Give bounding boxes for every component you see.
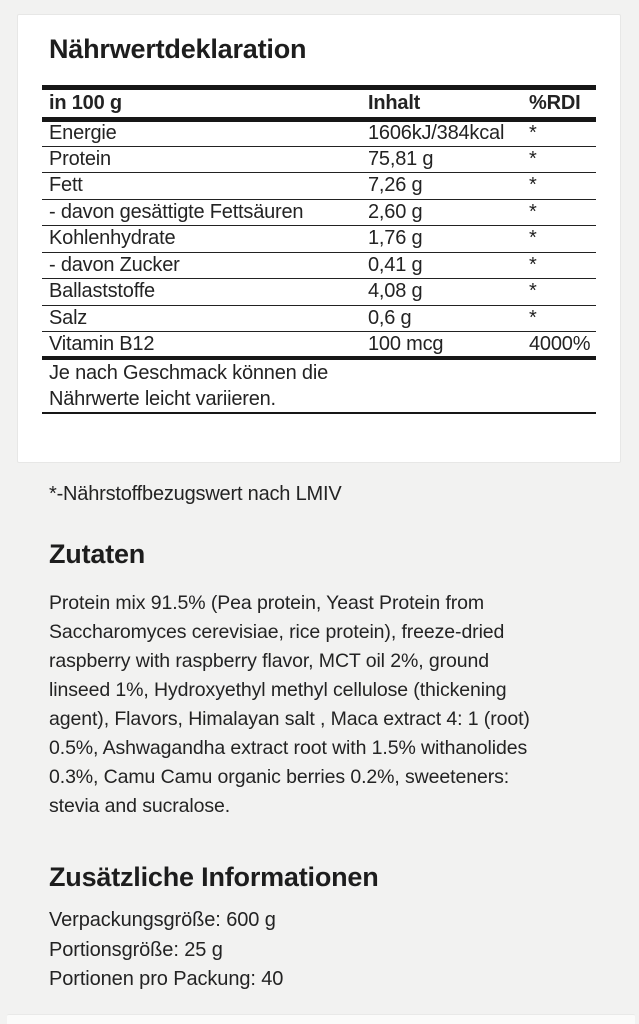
next-section-edge	[7, 1014, 635, 1024]
nutrition-table-note	[42, 360, 596, 414]
nutrient-rdi: *	[529, 252, 596, 279]
nutrient-label: Salz	[42, 305, 368, 332]
column-header-amount: Inhalt	[368, 88, 529, 120]
nutrient-rdi: *	[529, 120, 596, 147]
column-header-per-100g: in 100 g	[42, 88, 368, 120]
ingredients-line: linseed 1%, Hydroxyethyl methyl cellulose (thickening	[49, 679, 507, 701]
package-size-line: Verpackungsgröße: 600 g	[49, 909, 276, 931]
nutrient-value: 1606kJ/384kcal	[368, 120, 529, 147]
ingredients-line: Saccharomyces cerevisiae, rice protein), freeze-dried	[49, 621, 505, 643]
additional-info-title: Zusätzliche Informationen	[49, 862, 379, 892]
table-row-fett	[42, 173, 596, 200]
nutrient-rdi: 4000%	[529, 332, 596, 359]
nutrition-card-title: Nährwertdeklaration	[49, 34, 307, 64]
ingredients-line: Protein mix 91.5% (Pea protein, Yeast Protein from	[49, 592, 485, 614]
table-row-kohlenhydrate	[42, 226, 596, 253]
ingredients-line: 0.5%, Ashwagandha extract root with 1.5% withanolides	[49, 737, 528, 759]
ingredients-line: stevia and sucralose.	[49, 795, 231, 817]
ingredients-text	[49, 589, 530, 821]
note-line: Je nach Geschmack können die	[49, 362, 329, 384]
note-line: Nährwerte leicht variieren.	[49, 387, 276, 410]
nutrient-value: 100 mcg	[368, 332, 529, 359]
nutrient-value: 7,26 g	[368, 173, 529, 200]
additional-info-text	[49, 906, 283, 995]
table-row-zucker	[42, 252, 596, 279]
nutrient-label: - davon gesättigte Fettsäuren	[42, 199, 368, 226]
nutrition-table	[42, 85, 596, 360]
ingredients-title: Zutaten	[49, 539, 146, 569]
nutrition-table-header-row	[42, 88, 596, 120]
nutrient-rdi: *	[529, 199, 596, 226]
nutrient-label: Ballaststoffe	[42, 279, 368, 306]
nutrient-value: 0,6 g	[368, 305, 529, 332]
nutrient-label: Fett	[42, 173, 368, 200]
nutrient-value: 2,60 g	[368, 199, 529, 226]
nutrient-rdi: *	[529, 305, 596, 332]
table-row-protein	[42, 146, 596, 173]
table-row-vitamin-b12	[42, 332, 596, 359]
nutrient-rdi: *	[529, 173, 596, 200]
table-row-energie	[42, 120, 596, 147]
nutrient-rdi: *	[529, 146, 596, 173]
nutrient-rdi: *	[529, 279, 596, 306]
table-row-gesaettigte-fettsaeuren	[42, 199, 596, 226]
portions-per-pack-line: Portionen pro Packung: 40	[49, 968, 284, 990]
nutrient-value: 1,76 g	[368, 226, 529, 253]
nutrient-label: Vitamin B12	[42, 332, 368, 359]
nutrient-label: Kohlenhydrate	[42, 226, 368, 253]
nutrient-label: Protein	[42, 146, 368, 173]
ingredients-line: raspberry with raspberry flavor, MCT oil 2%, ground	[49, 650, 489, 672]
table-row-ballaststoffe	[42, 279, 596, 306]
nutrient-value: 75,81 g	[368, 146, 529, 173]
nutrient-rdi: *	[529, 226, 596, 253]
ingredients-line: agent), Flavors, Himalayan salt , Maca extract 4: 1 (root)	[49, 708, 530, 730]
rdi-reference-footnote: *-Nährstoffbezugswert nach LMIV	[49, 483, 342, 505]
table-row-salz	[42, 305, 596, 332]
nutrient-value: 4,08 g	[368, 279, 529, 306]
nutrient-label: - davon Zucker	[42, 252, 368, 279]
portion-size-line: Portionsgröße: 25 g	[49, 938, 223, 961]
ingredients-line: 0.3%, Camu Camu organic berries 0.2%, sweeteners:	[49, 766, 510, 788]
nutrition-declaration-card	[17, 14, 621, 463]
nutrient-value: 0,41 g	[368, 252, 529, 279]
nutrient-label: Energie	[42, 120, 368, 147]
column-header-rdi: %RDI	[529, 88, 596, 120]
